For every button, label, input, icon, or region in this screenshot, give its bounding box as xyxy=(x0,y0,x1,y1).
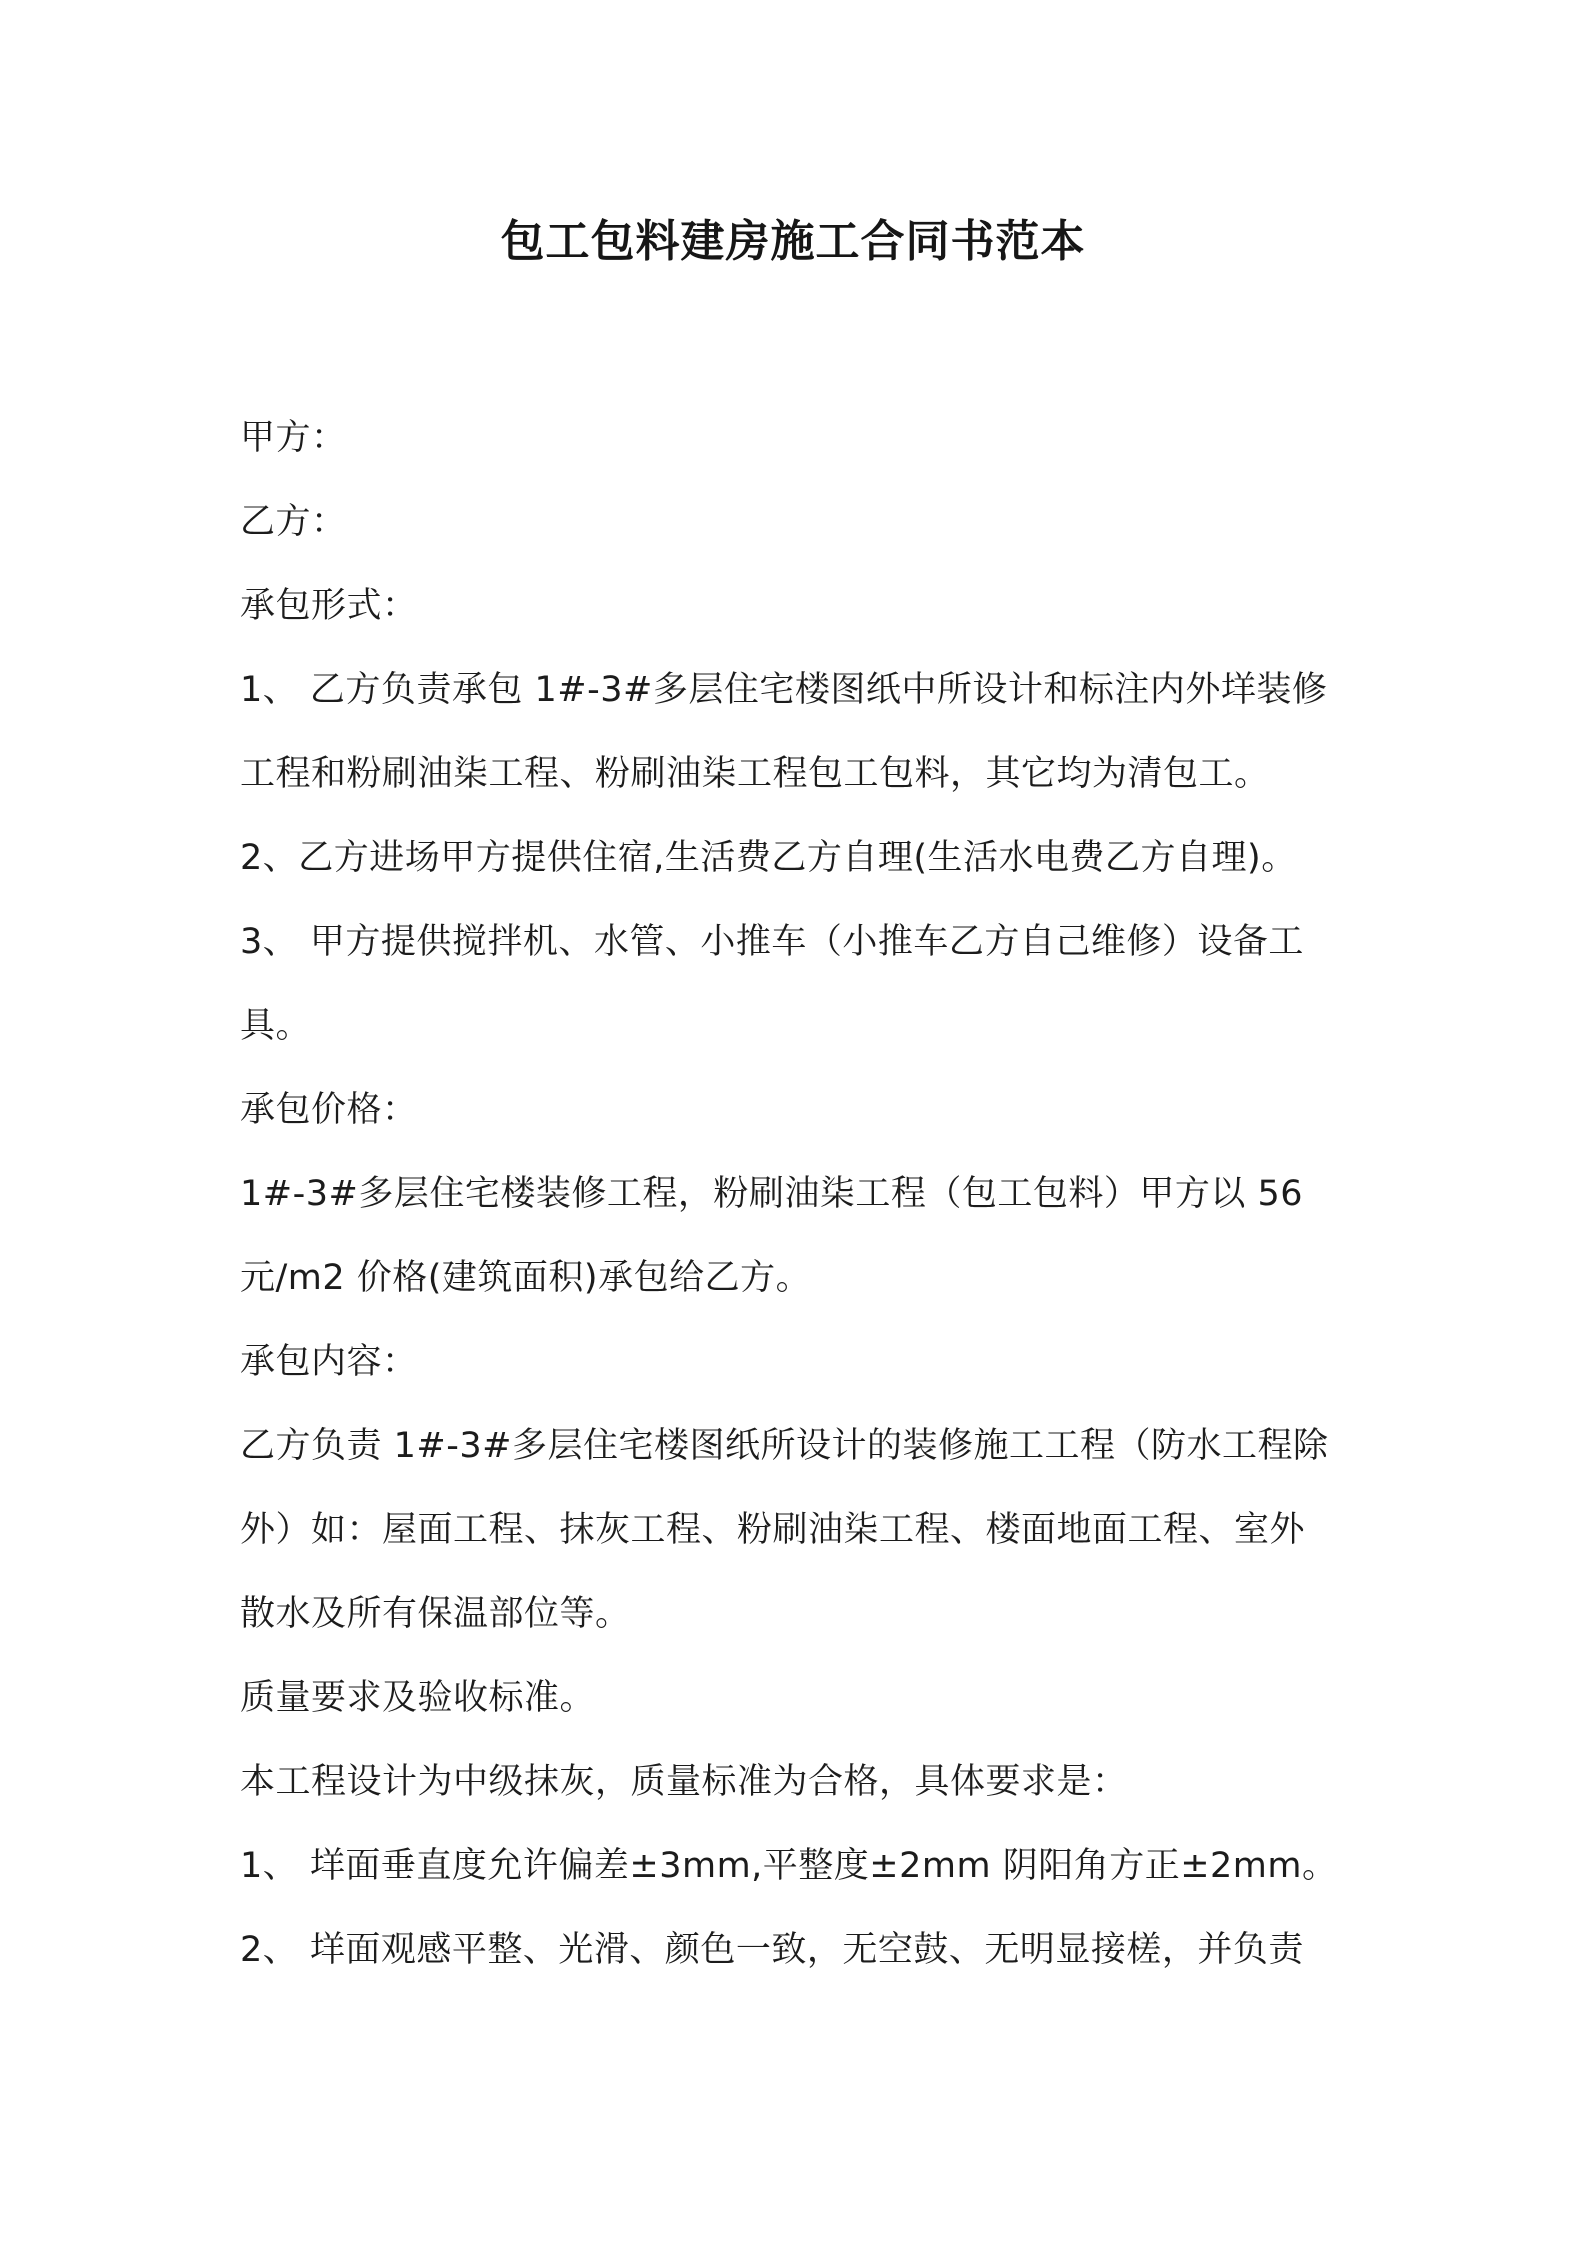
paragraph-line: 元/m2 价格(建筑面积)承包给乙方。 xyxy=(240,1258,812,1298)
paragraph-line: 具。 xyxy=(240,1006,312,1046)
section-heading-price: 承包价格： xyxy=(240,1090,418,1130)
paragraph-line: 1、 垟面垂直度允许偏差±3mm,平整度±2mm 阴阳角方正±2mm。 xyxy=(240,1846,1338,1886)
party-a-label: 甲方： xyxy=(240,418,347,458)
paragraph-line: 2、 垟面观感平整、光滑、颜色一致，无空鼓、无明显接槎，并负责 xyxy=(240,1930,1304,1970)
paragraph-line: 工程和粉刷油柒工程、粉刷油柒工程包工包料，其它均为清包工。 xyxy=(240,754,1270,794)
paragraph-line: 散水及所有保温部位等。 xyxy=(240,1594,631,1634)
paragraph-line: 外）如：屋面工程、抹灰工程、粉刷油柒工程、楼面地面工程、室外 xyxy=(240,1510,1306,1550)
paragraph-line: 1#-3#多层住宅楼装修工程，粉刷油柒工程（包工包料）甲方以 56 xyxy=(240,1174,1303,1214)
document-title: 包工包料建房施工合同书范本 xyxy=(500,216,1086,267)
paragraph-line: 乙方负责 1#-3#多层住宅楼图纸所设计的装修施工工程（防水工程除 xyxy=(240,1426,1329,1466)
paragraph-line: 1、 乙方负责承包 1#-3#多层住宅楼图纸中所设计和标注内外垟装修 xyxy=(240,670,1328,710)
paragraph-line: 2、乙方进场甲方提供住宿,生活费乙方自理(生活水电费乙方自理)。 xyxy=(240,838,1297,878)
paragraph-line: 3、 甲方提供搅拌机、水管、小推车（小推车乙方自己维修）设备工 xyxy=(240,922,1304,962)
party-b-label: 乙方： xyxy=(240,502,347,542)
paragraph-line: 本工程设计为中级抹灰，质量标准为合格，具体要求是： xyxy=(240,1762,1128,1802)
section-heading-contract-form: 承包形式： xyxy=(240,586,418,626)
section-heading-quality: 质量要求及验收标准。 xyxy=(240,1678,596,1718)
section-heading-content: 承包内容： xyxy=(240,1342,418,1382)
